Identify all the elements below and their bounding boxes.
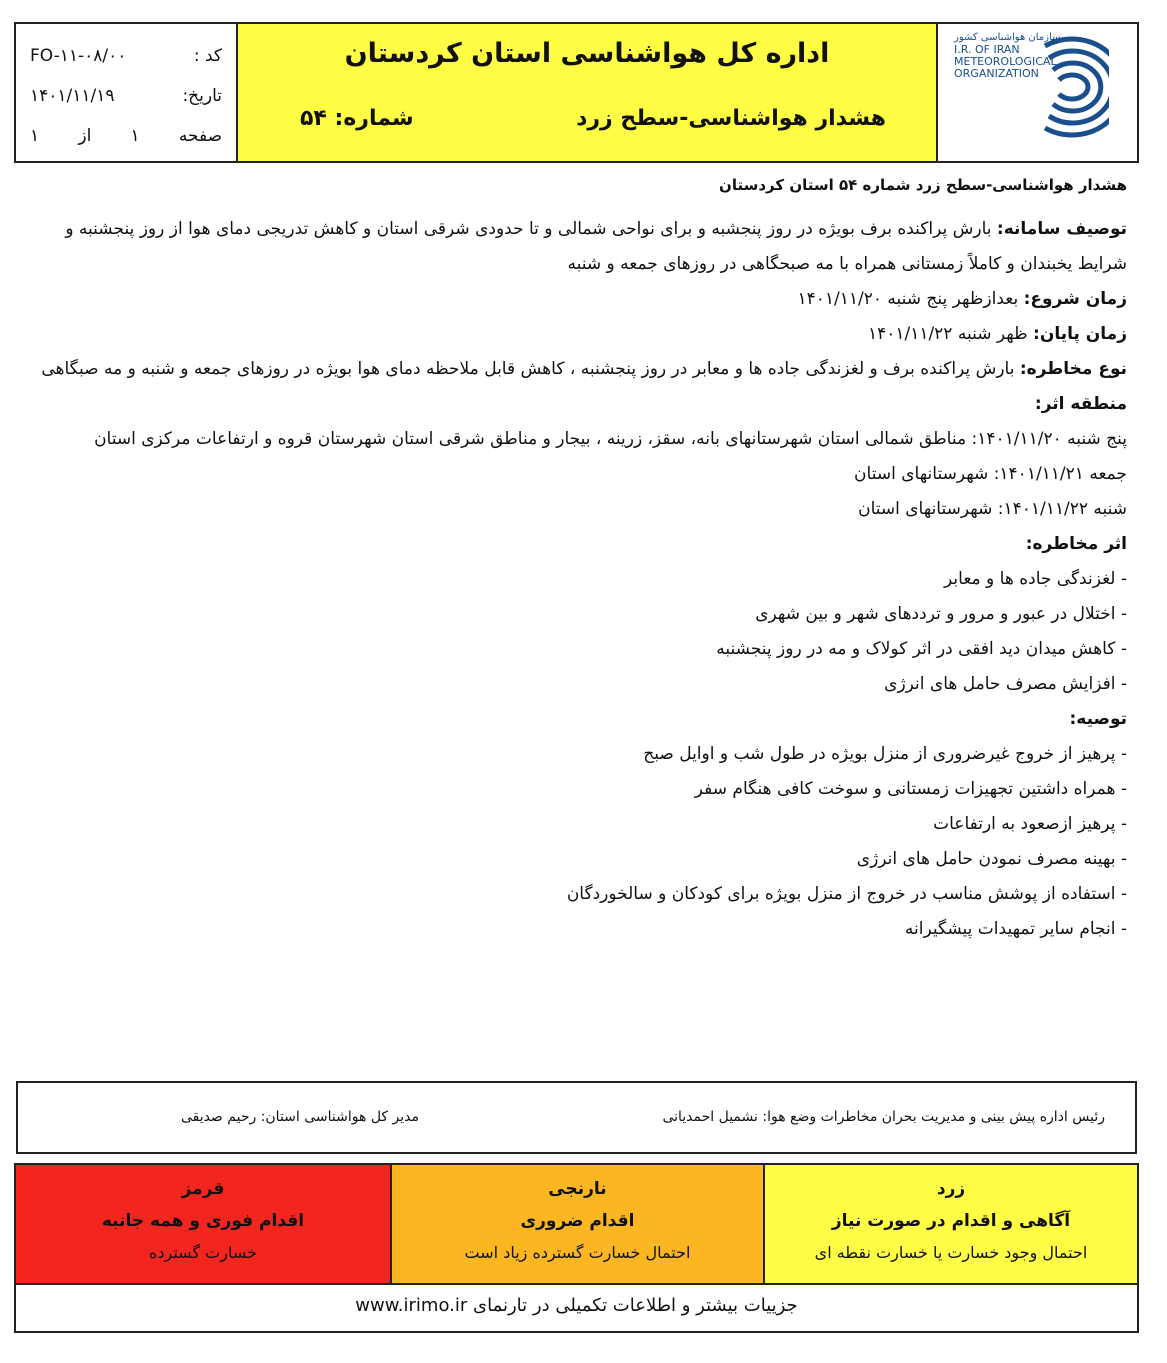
page-current: ۱	[130, 126, 140, 146]
level-yellow-name: زرد	[936, 1179, 966, 1199]
level-orange	[392, 1165, 765, 1283]
hazard-text: بارش پراکنده برف و لغزندگی جاده ها و معابر در روز پنجشنبه ، کاهش قابل ملاحظه دمای هوا بویژه در روزهای جمعه و شنبه و مه صبگاهی	[41, 359, 1020, 379]
date-value: ۱۴۰۱/۱۱/۱۹	[30, 86, 115, 106]
level-yellow-desc: احتمال وجود خسارت یا خسارت نقطه ای	[814, 1243, 1088, 1262]
advice-item: - انجام سایر تمهیدات پیشگیرانه	[904, 919, 1127, 939]
website-footer	[14, 1285, 1139, 1333]
impact-label: اثر مخاطره:	[1025, 534, 1127, 554]
area-section	[26, 387, 1127, 527]
page-total: ۱	[30, 126, 40, 146]
end-text: ظهر شنبه ۱۴۰۱/۱۱/۲۲	[867, 324, 1034, 344]
advice-item: - استفاده از پوشش مناسب در خروج از منزل بویژه برای کودکان و سالخوردگان	[566, 884, 1127, 904]
impact-item: - اختلال در عبور و مرور و ترددهای شهر و بین شهری	[755, 604, 1127, 624]
page-title: اداره کل هواشناسی استان کردستان	[344, 38, 830, 69]
forecast-head-signature: رئیس اداره پیش بینی و مدیریت بحران مخاطرات وضع هوا: نشمیل احمدیانی	[662, 1109, 1105, 1125]
area-label: منطقه اثر:	[1034, 394, 1127, 414]
level-orange-action: اقدام ضروری	[520, 1211, 635, 1231]
document-heading: هشدار هواشناسی-سطح زرد شماره ۵۴ استان کردستان	[719, 176, 1127, 194]
area-line: شنبه ۱۴۰۱/۱۱/۲۲: شهرستانهای استان	[858, 499, 1127, 519]
date-row	[30, 76, 222, 116]
level-red	[16, 1165, 392, 1283]
document-header	[14, 22, 1139, 163]
system-description	[26, 212, 1127, 282]
end-label: زمان پایان:	[1033, 324, 1127, 344]
system-label: توصیف سامانه:	[996, 219, 1127, 239]
warning-body	[26, 176, 1127, 947]
logo-text-en-1: I.R. OF IRAN	[954, 43, 1020, 56]
header-title-block	[238, 24, 938, 161]
level-red-action: اقدام فوری و همه جانبه	[101, 1211, 305, 1231]
advice-item: - پرهیز از خروج غیرضروری از منزل بویژه در طول شب و اوایل صبح	[643, 744, 1127, 764]
director-signature: مدیر کل هواشناسی استان: رحیم صدیقی	[180, 1109, 419, 1125]
page-label: صفحه	[178, 126, 222, 146]
level-red-name: قرمز	[181, 1179, 225, 1199]
level-yellow-action: آگاهی و اقدام در صورت نیاز	[831, 1211, 1071, 1231]
end-time	[26, 317, 1127, 352]
hazard-label: نوع مخاطره:	[1019, 359, 1127, 379]
document-meta	[16, 24, 238, 161]
page-row	[30, 116, 222, 156]
warning-level-subtitle: هشدار هواشناسی-سطح زرد	[576, 106, 886, 131]
area-line: پنج شنبه ۱۴۰۱/۱۱/۲۰: مناطق شمالی استان شهرستانهای بانه، سقز، زرینه ، بیجار و مناطق شرقی استان شهرستان قروه و ارتفاعات مرکزی استان	[94, 429, 1127, 449]
logo-text-en-3: ORGANIZATION	[954, 67, 1039, 80]
level-orange-name: نارنجی	[548, 1179, 607, 1199]
start-time	[26, 282, 1127, 317]
start-text: بعدازظهر پنج شنبه ۱۴۰۱/۱۱/۲۰	[797, 289, 1024, 309]
logo-text-fa: سازمان هواشناسی کشور	[954, 32, 1061, 43]
level-orange-desc: احتمال خسارت گسترده زیاد است	[464, 1243, 691, 1262]
date-label: تاریخ:	[182, 86, 222, 106]
system-text: بارش پراکنده برف بویژه در روز پنجشبه و برای نواحی شمالی و تا حدودی شرقی استان و کاهش تدریجی دمای هوا از روز پنجشنبه و شرایط یخبندان و کاملاً زمستانی همراه با مه صبحگاهی در روزهای جمعه و شنبه	[65, 219, 1127, 274]
code-label: کد :	[193, 46, 222, 66]
advice-section	[26, 702, 1127, 947]
impact-item: - لغزندگی جاده ها و معابر	[944, 569, 1127, 589]
code-value: FO-۱۱-۰۸/۰۰	[30, 46, 127, 66]
footer-text: جزییات بیشتر و اطلاعات تکمیلی در تارنمای www.irimo.ir	[355, 1295, 798, 1316]
advice-item: - بهینه مصرف نمودن حامل های انرژی	[856, 849, 1127, 869]
area-line: جمعه ۱۴۰۱/۱۱/۲۱: شهرستانهای استان	[854, 464, 1127, 484]
organization-logo	[938, 24, 1137, 161]
warning-number: شماره: ۵۴	[300, 106, 414, 131]
impact-item: - افزایش مصرف حامل های انرژی	[884, 674, 1127, 694]
impact-section	[26, 527, 1127, 702]
level-yellow	[765, 1165, 1137, 1283]
meteorological-spiral-icon	[1035, 32, 1109, 142]
page-of: از	[78, 126, 92, 146]
start-label: زمان شروع:	[1023, 289, 1127, 309]
advice-label: توصیه:	[1069, 709, 1127, 729]
warning-levels-legend	[14, 1163, 1139, 1285]
advice-item: - همراه داشتین تجهیزات زمستانی و سوخت کافی هنگام سفر	[694, 779, 1127, 799]
level-red-desc: خسارت گسترده	[149, 1243, 257, 1262]
logo-text-en-2: METEOROLOGICAL	[954, 55, 1057, 68]
impact-item: - کاهش میدان دید افقی در اثر کولاک و مه در روز پنجشنبه	[716, 639, 1127, 659]
advice-item: - پرهیز ازصعود به ارتفاعات	[933, 814, 1127, 834]
signatures-box	[16, 1081, 1137, 1154]
hazard-type	[26, 352, 1127, 387]
code-row	[30, 36, 222, 76]
